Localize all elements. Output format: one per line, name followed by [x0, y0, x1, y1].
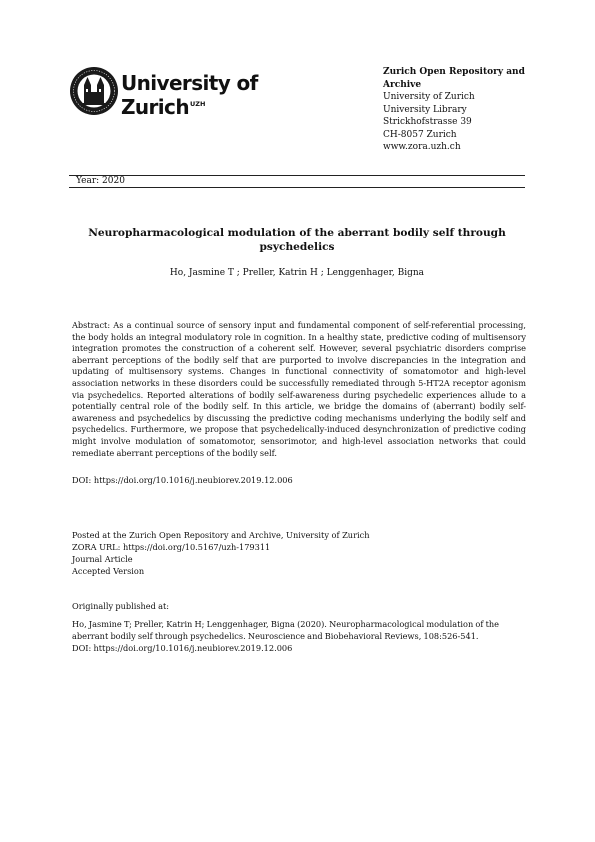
zora-url-link[interactable]: ZORA URL: https://doi.org/10.5167/uzh-179311 [72, 542, 271, 552]
paper-title: Neuropharmacological modulation of the aberrant bodily self through psychedelics [88, 227, 506, 253]
repository-address-line: University Library [383, 104, 467, 115]
university-logo [69, 66, 258, 119]
posted-statement: Posted at the Zurich Open Repository and Archive, University of Zurich [72, 530, 370, 540]
logo-line2-text: Zurich [121, 95, 189, 119]
original-doi-link[interactable]: DOI: https://doi.org/10.1016/j.neubiorev.2019.12.006 [72, 643, 293, 653]
publication-version: Accepted Version [72, 566, 145, 576]
university-seal-icon [69, 66, 119, 116]
year-top-rule [69, 175, 525, 176]
paper-authors: Ho, Jasmine T ; Preller, Katrin H ; Lenggenhager, Bigna [169, 268, 425, 278]
original-heading: Originally published at: [72, 601, 170, 611]
repository-name: Zurich Open Repository and Archive [383, 67, 525, 90]
logo-university-of [121, 73, 258, 93]
repository-address-block [383, 66, 543, 154]
posted-info [72, 529, 369, 577]
repository-website-link[interactable]: www.zora.uzh.ch [383, 142, 461, 152]
original-publication [72, 600, 526, 654]
logo-zurich [121, 94, 205, 117]
year-bottom-rule [69, 187, 525, 188]
logo-line1-text: University of [121, 71, 258, 95]
logo-uzh-superscript: UZH [189, 100, 206, 108]
original-citation: Ho, Jasmine T; Preller, Katrin H; Lenggenhager, Bigna (2020). Neuropharmacological modulation of the aberrant bodily self through psychedelics. Neuroscience and Biobehavioral Reviews, 108:526-541. [72, 619, 499, 641]
publication-type: Journal Article [72, 554, 133, 564]
repository-address-line: Strickhofstrasse 39 [383, 117, 472, 127]
repository-address-line: University of Zurich [383, 92, 475, 102]
repository-address-line: CH-8057 Zurich [383, 129, 457, 140]
publication-year: Year: 2020 [76, 176, 125, 186]
paper-abstract: Abstract: As a continual source of sensory input and fundamental component of self-referential processing, the body holds an integral modulatory role in cognition. In a healthy state, predictive coding of multisensory integration promotes the construction of a coherent self. However, several psychiatric disorders comprise aberrant perceptions of the bodily self that are purported to involve discrepancies in the integration and updating of multisensory systems. Changes in functional connectivity of somatomotor and high-level association networks in these disorders could be successfully remediated through 5-HT2A receptor agonism via psychedelics. Reported alterations of bodily self-awareness during psychedelic experiences allude to a potentially central role of the bodily self. In this article, we bridge the domains of (aberrant) bodily self-awareness and psychedelics by discussing the predictive coding mechanisms underlying the bodily self and psychedelics. Furthermore, we propose that psychedelically-induced desynchronization of predictive coding might involve modulation of somatomotor, sensorimotor, and high-level association networks that could remediate aberrant perceptions of the bodily self. [72, 320, 526, 458]
paper-doi-link[interactable]: DOI: https://doi.org/10.1016/j.neubiorev.2019.12.006 [72, 475, 293, 485]
